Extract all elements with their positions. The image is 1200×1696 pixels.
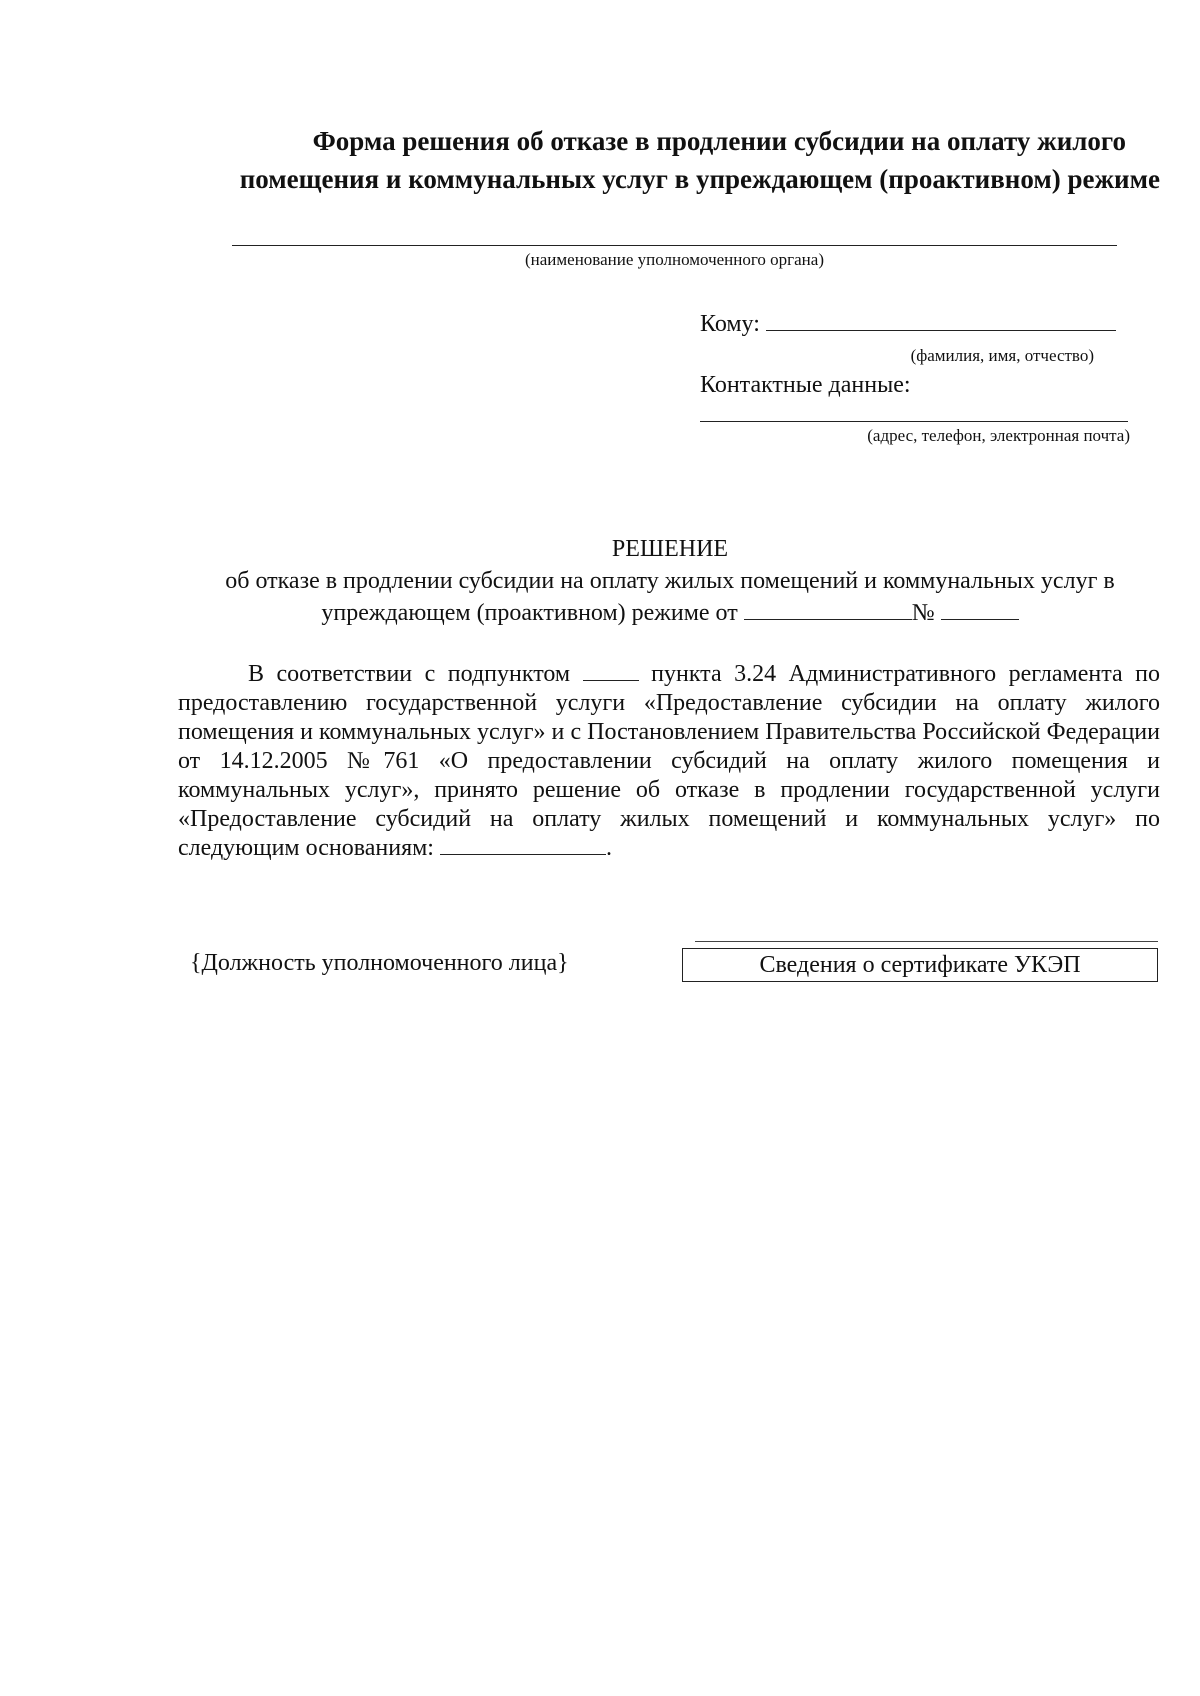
decision-subtitle-text: упреждающем (проактивном) режиме от bbox=[321, 600, 738, 626]
org-caption: (наименование уполномоченного органа) bbox=[524, 250, 824, 269]
official-position-label: {Должность уполномоченного лица} bbox=[190, 950, 569, 976]
title-line-2: помещения и коммунальных услуг в упреждающем (проактивном) режиме bbox=[239, 164, 1160, 194]
to-label: Кому: bbox=[700, 311, 760, 337]
decision-number-blank bbox=[941, 597, 1019, 620]
org-name-line bbox=[232, 245, 1117, 246]
subclause-blank bbox=[583, 660, 639, 681]
decision-heading: РЕШЕНИЕ bbox=[611, 536, 729, 562]
decision-subtitle-line-1: об отказе в продлении субсидии на оплату жилых помещений и коммунальных услуг в bbox=[225, 568, 1115, 594]
body-end: . bbox=[605, 835, 612, 861]
grounds-blank bbox=[440, 834, 606, 855]
recipient-block bbox=[700, 310, 1140, 446]
fio-caption: (фамилия, имя, отчество) bbox=[910, 346, 1094, 365]
decision-heading-block bbox=[180, 533, 1160, 629]
document-title bbox=[150, 122, 1160, 198]
decision-body bbox=[178, 660, 1160, 863]
title-line-1: Форма решения об отказе в продлении субсидии на оплату жилого bbox=[312, 126, 1126, 156]
number-sign: № bbox=[911, 600, 935, 626]
recipient-row bbox=[700, 310, 1140, 342]
certificate-box: Сведения о сертификате УКЭП bbox=[682, 948, 1158, 982]
contacts-caption: (адрес, телефон, электронная почта) bbox=[867, 426, 1130, 445]
decision-date-blank bbox=[744, 597, 912, 620]
body-part-2: пункта 3.24 Административного регламента по предоставлению государственной услуги «Предоставление субсидии на оплату жилого помещения и коммунальных услуг» и с Постановлением Правительства Российской Федерации от 14.12.2005 №761 «О предоставлении субсидий на оплату жилого помещения и коммунальных услуг», принято решение об отказе в продлении государственной услуги «Предоставление субсидий на оплату жилых помещений и коммунальных услуг» по следующим основаниям: bbox=[178, 661, 1161, 861]
recipient-name-line bbox=[766, 310, 1116, 331]
decision-subtitle-line-2 bbox=[180, 597, 1160, 629]
signature-row bbox=[190, 948, 1160, 988]
contacts-line bbox=[700, 421, 1128, 422]
body-part-1: В соответствии с подпунктом bbox=[248, 661, 571, 687]
contacts-label: Контактные данные: bbox=[700, 372, 911, 398]
